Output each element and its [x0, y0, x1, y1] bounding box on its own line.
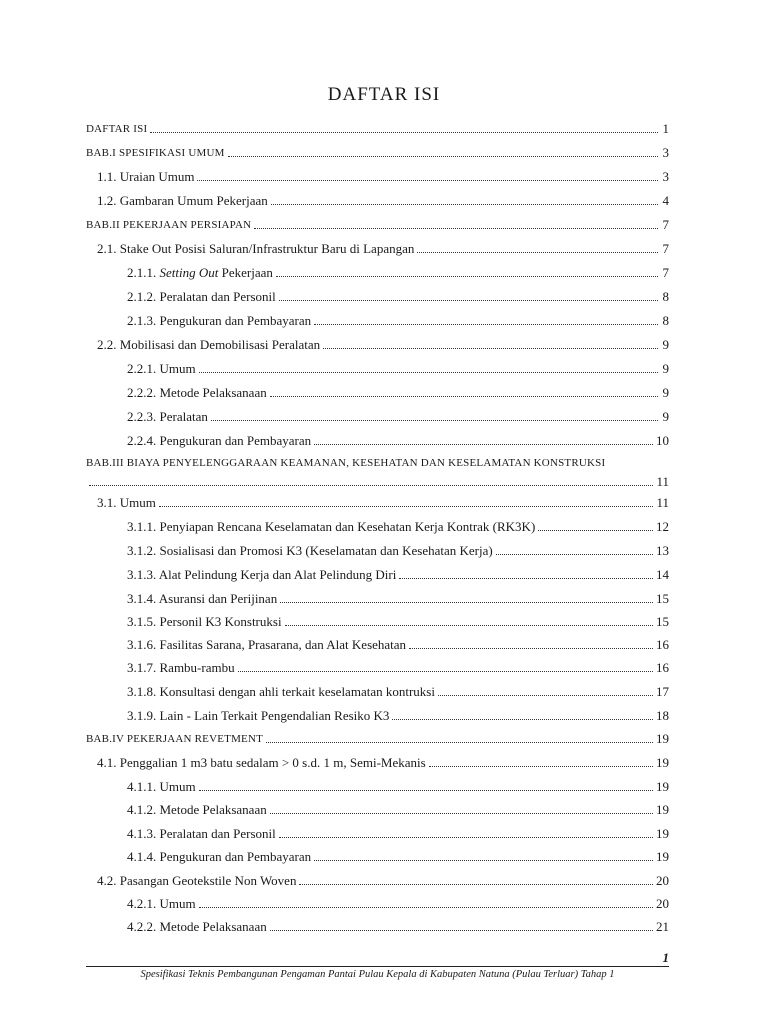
toc-entry-label: 4.1.3. Peralatan dan Personil — [127, 826, 276, 841]
toc-page-number: 1 — [662, 121, 669, 136]
toc-entry-label: 3.1.3. Alat Pelindung Kerja dan Alat Pelindung Diri — [127, 567, 397, 582]
toc-leader-dots — [270, 813, 653, 814]
toc-leader-dots — [159, 506, 654, 507]
toc-entry[interactable] — [127, 847, 669, 865]
toc-page-number: 9 — [662, 361, 669, 376]
toc-leader-dots — [238, 671, 653, 672]
toc-page-number: 19 — [656, 826, 669, 841]
toc-entry[interactable] — [97, 239, 669, 257]
toc-leader-dots — [285, 625, 653, 626]
toc-page-number: 14 — [656, 567, 669, 582]
toc-entry-label: 1.2. Gambaran Umum Pekerjaan — [97, 193, 268, 208]
toc-leader-dots — [279, 837, 653, 838]
toc-entry[interactable] — [97, 167, 669, 185]
toc-entry[interactable] — [127, 311, 669, 329]
toc-entry[interactable] — [86, 453, 669, 471]
toc-page-number: 18 — [656, 708, 669, 723]
toc-entry[interactable] — [127, 589, 669, 607]
toc-entry[interactable] — [97, 753, 669, 771]
toc-leader-dots — [89, 485, 653, 486]
toc-entry[interactable] — [86, 215, 669, 233]
toc-leader-dots — [323, 348, 658, 349]
toc-entry[interactable] — [127, 682, 669, 700]
toc-entry[interactable] — [127, 917, 669, 935]
toc-page-number: 19 — [656, 849, 669, 864]
toc-entry-italic-term: Setting Out — [159, 265, 219, 280]
toc-entry-label: DAFTAR ISI — [86, 123, 148, 135]
toc-entry[interactable] — [127, 383, 669, 401]
toc-leader-dots — [314, 860, 653, 861]
toc-page-number: 4 — [662, 193, 669, 208]
toc-entry[interactable] — [127, 800, 669, 818]
toc-entry-label: 4.2.1. Umum — [127, 896, 196, 911]
footer-document-title: Spesifikasi Teknis Pembangunan Pengaman Pantai Pulau Kepala di Kabupaten Natuna (Pulau Terluar) Tahap 1 — [140, 969, 615, 980]
toc-page-number: 3 — [662, 145, 669, 160]
toc-entry-label: 2.1.3. Pengukuran dan Pembayaran — [127, 313, 312, 328]
toc-leader-dots — [270, 930, 653, 931]
toc-leader-dots — [199, 907, 653, 908]
toc-entry-label-rest: Pekerjaan — [218, 265, 273, 280]
toc-entry[interactable] — [127, 635, 669, 653]
toc-page-number: 7 — [662, 241, 669, 256]
toc-leader-dots — [211, 420, 658, 421]
toc-entry-label: 4.1. Penggalian 1 m3 batu sedalam > 0 s.d. 1 m, Semi-Mekanis — [97, 755, 426, 770]
toc-entry-label: 3.1.1. Penyiapan Rencana Keselamatan dan Kesehatan Kerja Kontrak (RK3K) — [127, 519, 536, 534]
toc-entry-continuation[interactable] — [86, 472, 669, 490]
toc-entry-label: 2.2.2. Metode Pelaksanaan — [127, 385, 267, 400]
toc-entry[interactable] — [127, 824, 669, 842]
page-title: DAFTAR ISI — [327, 84, 441, 105]
toc-entry-label: 2.2.1. Umum — [127, 361, 196, 376]
toc-entry[interactable] — [127, 565, 669, 583]
toc-entry[interactable] — [97, 335, 669, 353]
toc-leader-dots — [392, 719, 653, 720]
toc-entry-label: BAB.III BIAYA PENYELENGGARAAN KEAMANAN, KESEHATAN DAN KESELAMATAN KONSTRUKSI — [86, 457, 606, 469]
toc-page-number: 11 — [656, 495, 669, 510]
toc-page-number: 10 — [656, 433, 669, 448]
toc-leader-dots — [538, 530, 653, 531]
toc-entry[interactable] — [127, 541, 669, 559]
toc-page-number: 19 — [656, 755, 669, 770]
toc-leader-dots — [314, 324, 658, 325]
toc-entry[interactable] — [97, 191, 669, 209]
toc-leader-dots — [271, 204, 658, 205]
toc-entry-label: 3.1.5. Personil K3 Konstruksi — [127, 614, 282, 629]
toc-leader-dots — [314, 444, 653, 445]
toc-entry-number: 2.1.1. — [127, 265, 160, 280]
toc-entry-label: 3.1.7. Rambu-rambu — [127, 660, 235, 675]
toc-leader-dots — [496, 554, 653, 555]
toc-entry-label: 4.1.1. Umum — [127, 779, 196, 794]
toc-leader-dots — [270, 396, 658, 397]
toc-page-number: 19 — [656, 779, 669, 794]
toc-entry-label: 3.1. Umum — [97, 495, 156, 510]
toc-entry-label: 3.1.8. Konsultasi dengan ahli terkait keselamatan kontruksi — [127, 684, 435, 699]
toc-leader-dots — [280, 602, 653, 603]
toc-page-number: 7 — [662, 265, 669, 280]
toc-entry[interactable] — [97, 493, 669, 511]
toc-leader-dots — [150, 132, 658, 133]
toc-entry-label: 4.2. Pasangan Geotekstile Non Woven — [97, 873, 297, 888]
toc-page-number: 13 — [656, 543, 669, 558]
toc-entry[interactable] — [127, 407, 669, 425]
toc-page-number: 11 — [656, 474, 669, 489]
toc-entry[interactable] — [127, 658, 669, 676]
toc-page-number: 19 — [656, 731, 669, 746]
toc-page-number: 12 — [656, 519, 669, 534]
toc-page-number: 20 — [656, 896, 669, 911]
toc-entry[interactable] — [127, 894, 669, 912]
toc-entry[interactable] — [127, 777, 669, 795]
toc-page-number: 9 — [662, 337, 669, 352]
toc-entry-label: 4.1.2. Metode Pelaksanaan — [127, 802, 267, 817]
toc-page-number: 7 — [662, 217, 669, 232]
toc-page-number: 15 — [656, 591, 669, 606]
toc-entry-label: 2.2. Mobilisasi dan Demobilisasi Peralatan — [97, 337, 321, 352]
toc-leader-dots — [417, 252, 658, 253]
toc-page-number: 8 — [662, 313, 669, 328]
toc-entry-label: 2.2.3. Peralatan — [127, 409, 208, 424]
toc-leader-dots — [228, 156, 658, 157]
toc-entry[interactable] — [86, 119, 669, 137]
footer-divider — [86, 966, 669, 967]
toc-entry[interactable] — [127, 431, 669, 449]
toc-entry-label: 2.1. Stake Out Posisi Saluran/Infrastruktur Baru di Lapangan — [97, 241, 415, 256]
toc-entry[interactable] — [127, 612, 669, 630]
toc-entry[interactable] — [127, 706, 669, 724]
toc-entry-label: 2.2.4. Pengukuran dan Pembayaran — [127, 433, 312, 448]
toc-entry[interactable] — [127, 287, 669, 305]
toc-entry[interactable] — [127, 263, 669, 281]
toc-leader-dots — [279, 300, 658, 301]
toc-page-number: 19 — [656, 802, 669, 817]
toc-page-number: 9 — [662, 409, 669, 424]
toc-leader-dots — [276, 276, 658, 277]
toc-entry-label: 3.1.6. Fasilitas Sarana, Prasarana, dan Alat Kesehatan — [127, 637, 407, 652]
toc-entry[interactable] — [86, 143, 669, 161]
toc-page-number: 3 — [662, 169, 669, 184]
toc-entry[interactable] — [97, 871, 669, 889]
toc-leader-dots — [254, 228, 658, 229]
toc-entry-label: 3.1.2. Sosialisasi dan Promosi K3 (Keselamatan dan Kesehatan Kerja) — [127, 543, 493, 558]
toc-page-number: 21 — [656, 919, 669, 934]
toc-entry-label: BAB.II PEKERJAAN PERSIAPAN — [86, 219, 252, 231]
toc-leader-dots — [197, 180, 658, 181]
toc-entry-label: 4.1.4. Pengukuran dan Pembayaran — [127, 849, 312, 864]
toc-leader-dots — [199, 372, 658, 373]
toc-entry-label: 1.1. Uraian Umum — [97, 169, 195, 184]
toc-entry-label: BAB.I SPESIFIKASI UMUM — [86, 147, 225, 159]
toc-entry-label: BAB.IV PEKERJAAN REVETMENT — [86, 733, 264, 745]
toc-page-number: 20 — [656, 873, 669, 888]
toc-leader-dots — [266, 742, 653, 743]
toc-leader-dots — [438, 695, 653, 696]
toc-page-number: 15 — [656, 614, 669, 629]
toc-page-number: 16 — [656, 637, 669, 652]
toc-leader-dots — [429, 766, 653, 767]
toc-entry-label — [127, 265, 273, 281]
toc-page-number: 16 — [656, 660, 669, 675]
footer-page-number: 1 — [662, 950, 669, 965]
toc-entry-label: 3.1.9. Lain - Lain Terkait Pengendalian Resiko K3 — [127, 708, 390, 723]
toc-entry[interactable] — [127, 359, 669, 377]
toc-leader-dots — [299, 884, 653, 885]
toc-entry-label: 2.1.2. Peralatan dan Personil — [127, 289, 276, 304]
toc-leader-dots — [399, 578, 653, 579]
toc-page-number: 8 — [662, 289, 669, 304]
toc-entry-label: 4.2.2. Metode Pelaksanaan — [127, 919, 267, 934]
toc-entry[interactable] — [127, 517, 669, 535]
toc-leader-dots — [199, 790, 653, 791]
toc-leader-dots — [409, 648, 653, 649]
toc-page-number: 9 — [662, 385, 669, 400]
toc-entry-label: 3.1.4. Asuransi dan Perijinan — [127, 591, 278, 606]
toc-entry[interactable] — [86, 729, 669, 747]
toc-page-number: 17 — [656, 684, 669, 699]
